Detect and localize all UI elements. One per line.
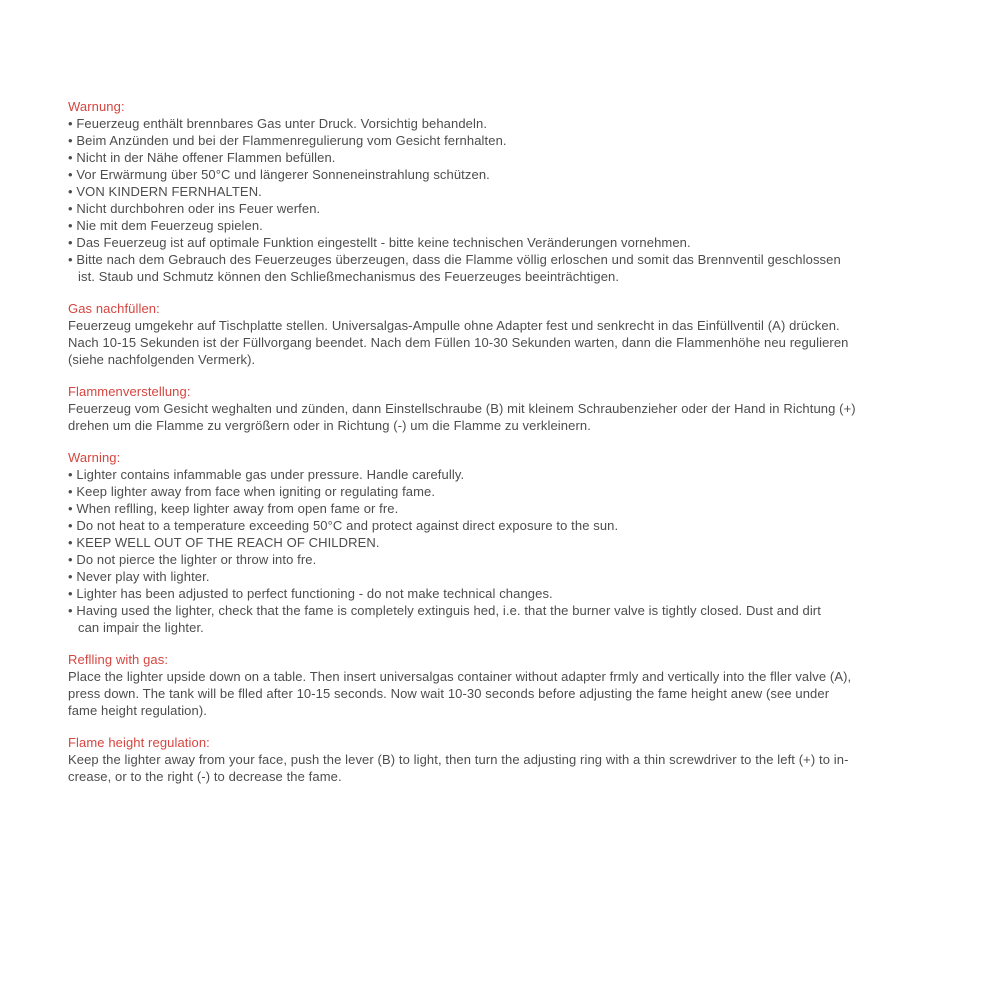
section-flame-height-regulation bbox=[68, 734, 928, 785]
text-line: Feuerzeug umgekehr auf Tischplatte stellen. Universalgas-Ampulle ohne Adapter fest und senkrecht in das Einfüllventil (A) drücken. bbox=[68, 318, 840, 333]
text-line: Nach 10-15 Sekunden ist der Füllvorgang beendet. Nach dem Füllen 10-30 Sekunden warten, dann die Flammenhöhe neu regulieren bbox=[68, 335, 849, 350]
text-line: drehen um die Flamme zu vergrößern oder in Richtung (-) um die Flamme zu verkleinern. bbox=[68, 418, 591, 433]
text-line: Feuerzeug vom Gesicht weghalten und zünden, dann Einstellschraube (B) mit kleinem Schraubenzieher oder der Hand in Richtung (+) bbox=[68, 401, 856, 416]
section-refilling-with-gas bbox=[68, 651, 928, 719]
text-line: • Lighter contains infammable gas under pressure. Handle carefully. bbox=[68, 467, 465, 482]
text-line: (siehe nachfolgenden Vermerk). bbox=[68, 352, 256, 367]
text-line: • Feuerzeug enthält brennbares Gas unter Druck. Vorsichtig behandeln. bbox=[68, 116, 488, 131]
text-line: • Beim Anzünden und bei der Flammenregulierung vom Gesicht fernhalten. bbox=[68, 133, 507, 148]
text-line: ist. Staub und Schmutz können den Schließmechanismus des Feuerzeuges beeinträchtigen. bbox=[78, 269, 620, 284]
instruction-text-block bbox=[68, 98, 928, 800]
text-line: • Nicht durchbohren oder ins Feuer werfen. bbox=[68, 201, 321, 216]
section-heading: Gas nachfüllen: bbox=[68, 301, 160, 316]
text-line: • VON KINDERN FERNHALTEN. bbox=[68, 184, 262, 199]
text-line: • When reflling, keep lighter away from open fame or fre. bbox=[68, 501, 399, 516]
section-heading: Warning: bbox=[68, 450, 121, 465]
text-line: • KEEP WELL OUT OF THE REACH OF CHILDREN. bbox=[68, 535, 380, 550]
text-line: • Vor Erwärmung über 50°C und längerer Sonneneinstrahlung schützen. bbox=[68, 167, 490, 182]
text-line: • Nie mit dem Feuerzeug spielen. bbox=[68, 218, 263, 233]
text-line: fame height regulation). bbox=[68, 703, 207, 718]
text-line: • Keep lighter away from face when igniting or regulating fame. bbox=[68, 484, 436, 499]
text-line: • Do not heat to a temperature exceeding 50°C and protect against direct exposure to the sun. bbox=[68, 518, 619, 533]
section-heading: Flame height regulation: bbox=[68, 735, 210, 750]
text-line: • Do not pierce the lighter or throw into fre. bbox=[68, 552, 317, 567]
section-flammenverstellung bbox=[68, 383, 928, 434]
section-gas-nachfuellen bbox=[68, 300, 928, 368]
text-line: can impair the lighter. bbox=[78, 620, 204, 635]
section-warning-en bbox=[68, 449, 928, 636]
text-line: • Never play with lighter. bbox=[68, 569, 210, 584]
section-heading: Warnung: bbox=[68, 99, 125, 114]
text-line: press down. The tank will be flled after 10-15 seconds. Now wait 10-30 seconds before adjusting the fame height anew (see under bbox=[68, 686, 830, 701]
text-line: • Das Feuerzeug ist auf optimale Funktion eingestellt - bitte keine technischen Veränderungen vornehmen. bbox=[68, 235, 691, 250]
section-heading: Reflling with gas: bbox=[68, 652, 169, 667]
section-warnung-de bbox=[68, 98, 928, 285]
text-line: • Bitte nach dem Gebrauch des Feuerzeuges überzeugen, dass die Flamme völlig erloschen und somit das Brennventil geschlossen bbox=[68, 252, 841, 267]
text-line: Place the lighter upside down on a table. Then insert universalgas container without adapter frmly and vertically into the fller valve (A), bbox=[68, 669, 852, 684]
section-heading: Flammenverstellung: bbox=[68, 384, 191, 399]
text-line: • Having used the lighter, check that the fame is completely extinguis hed, i.e. that the burner valve is tightly closed. Dust and dirt bbox=[68, 603, 821, 618]
text-line: crease, or to the right (-) to decrease the fame. bbox=[68, 769, 342, 784]
text-line: • Lighter has been adjusted to perfect functioning - do not make technical changes. bbox=[68, 586, 553, 601]
text-line: • Nicht in der Nähe offener Flammen befüllen. bbox=[68, 150, 336, 165]
text-line: Keep the lighter away from your face, push the lever (B) to light, then turn the adjusting ring with a thin screwdriver to the left (+) to in- bbox=[68, 752, 849, 767]
